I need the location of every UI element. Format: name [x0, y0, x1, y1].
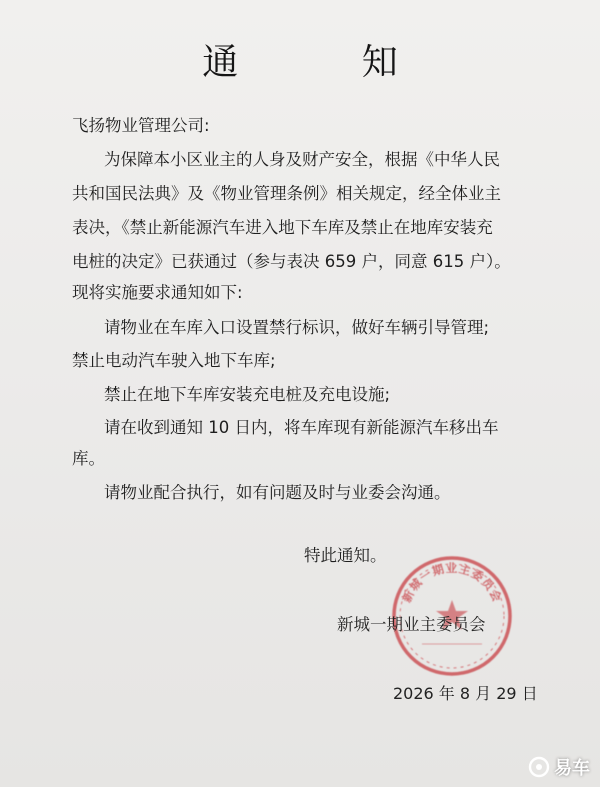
svg-text:新城一期业主委员会: 新城一期业主委员会 — [399, 561, 505, 605]
notice-requirement-item: 请在收到通知 10 日内，将车库现有新能源汽车移出车 — [104, 418, 499, 437]
notice-requirement-item: 禁止在地下车库安装充电桩及充电设施; — [104, 385, 391, 404]
notice-paragraph-line: 共和国民法典》及《物业管理条例》相关规定，经全体业主 — [72, 184, 501, 203]
watermark — [528, 754, 590, 780]
watermark-label: 易车 — [554, 758, 590, 779]
signature-committee: 新城一期业主委员会 — [337, 615, 486, 634]
notice-date: 2026 年 8 月 29 日 — [393, 684, 538, 703]
notice-paragraph-line: 现将实施要求通知如下: — [72, 283, 243, 302]
notice-requirement-item: 库。 — [72, 449, 105, 468]
notice-paragraph-line: 表决，《禁止新能源汽车进入地下车库及禁止在地库安装充 — [72, 218, 493, 237]
notice-paragraph-line: 电桩的决定》已获通过（参与表决 659 户，同意 615 户）。 — [72, 252, 511, 271]
notice-paragraph-line: 为保障本小区业主的人身及财产安全，根据《中华人民 — [104, 150, 500, 169]
notice-closing-line: 请物业配合执行，如有问题及时与业委会沟通。 — [104, 483, 451, 502]
yiche-logo-icon — [528, 756, 550, 778]
notice-special-notice: 特此通知。 — [304, 546, 387, 565]
notice-addressee: 飞扬物业管理公司: — [72, 116, 210, 135]
notice-requirement-item: 禁止电动汽车驶入地下车库; — [72, 351, 276, 370]
notice-title: 通 知 — [202, 42, 454, 83]
notice-requirement-item: 请物业在车库入口设置禁行标识，做好车辆引导管理; — [104, 318, 490, 337]
